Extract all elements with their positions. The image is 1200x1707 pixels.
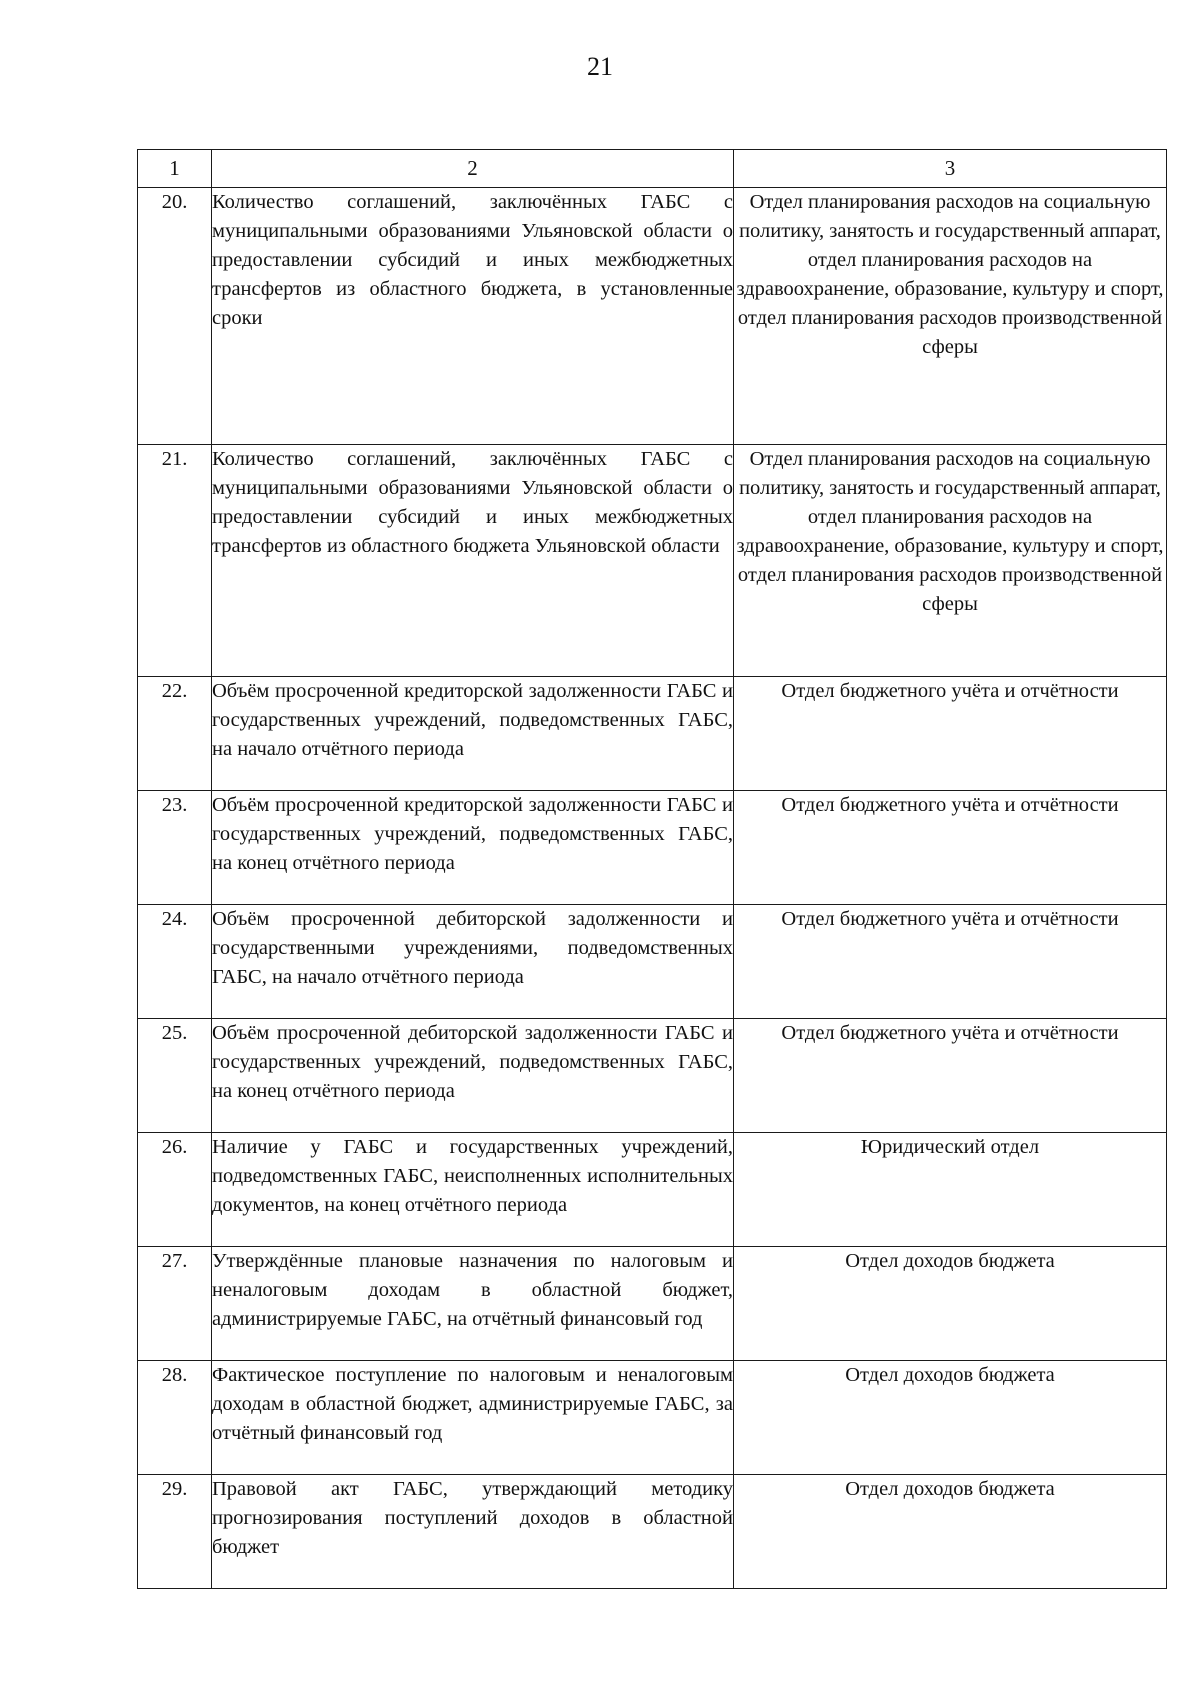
row-number: 29. [138, 1475, 212, 1589]
table-row [138, 791, 1167, 905]
page-number: 21 [587, 52, 613, 81]
row-description: Утверждённые плановые назначения по налоговым и неналоговым доходам в областной бюджет, администрируемые ГАБС, на отчётный финансовый год [212, 1247, 734, 1361]
row-responsible: Отдел доходов бюджета [734, 1475, 1167, 1589]
table-row [138, 905, 1167, 1019]
row-number: 21. [138, 445, 212, 677]
row-description: Объём просроченной дебиторской задолженности ГАБС и государственных учреждений, подведомственных ГАБС, на конец отчётного периода [212, 1019, 734, 1133]
table-row [138, 1247, 1167, 1361]
row-number: 28. [138, 1361, 212, 1475]
row-description: Объём просроченной кредиторской задолженности ГАБС и государственных учреждений, подведомственных ГАБС, на конец отчётного периода [212, 791, 734, 905]
row-number: 27. [138, 1247, 212, 1361]
row-responsible: Отдел планирования расходов на социальную политику, занятость и государственный аппарат, отдел планирования расходов на здравоохранение, образование, культуру и спорт, отдел планирования расходов производственной сферы [734, 188, 1167, 445]
row-description: Правовой акт ГАБС, утверждающий методику прогнозирования поступлений доходов в областной бюджет [212, 1475, 734, 1589]
row-description: Объём просроченной кредиторской задолженности ГАБС и государственных учреждений, подведомственных ГАБС, на начало отчётного периода [212, 677, 734, 791]
row-responsible: Отдел планирования расходов на социальную политику, занятость и государственный аппарат, отдел планирования расходов на здравоохранение, образование, культуру и спорт, отдел планирования расходов производственной сферы [734, 445, 1167, 677]
row-responsible: Отдел бюджетного учёта и отчётности [734, 1019, 1167, 1133]
row-description: Объём просроченной дебиторской задолженности и государственными учреждениями, подведомственных ГАБС, на начало отчётного периода [212, 905, 734, 1019]
table-row [138, 677, 1167, 791]
row-number: 25. [138, 1019, 212, 1133]
table-row [138, 1475, 1167, 1589]
table-header-row [138, 150, 1167, 188]
row-number: 20. [138, 188, 212, 445]
row-responsible: Отдел бюджетного учёта и отчётности [734, 791, 1167, 905]
table-row [138, 188, 1167, 445]
row-number: 23. [138, 791, 212, 905]
row-responsible: Отдел бюджетного учёта и отчётности [734, 677, 1167, 791]
row-number: 24. [138, 905, 212, 1019]
header-col-1: 1 [138, 150, 212, 188]
header-col-2: 2 [212, 150, 734, 188]
table-row [138, 1361, 1167, 1475]
row-responsible: Отдел доходов бюджета [734, 1361, 1167, 1475]
table-row [138, 445, 1167, 677]
row-responsible: Отдел бюджетного учёта и отчётности [734, 905, 1167, 1019]
indicators-table [137, 149, 1167, 1589]
header-col-3: 3 [734, 150, 1167, 188]
row-responsible: Отдел доходов бюджета [734, 1247, 1167, 1361]
row-description: Количество соглашений, заключённых ГАБС с муниципальными образованиями Ульяновской области о предоставлении субсидий и иных межбюджетных трансфертов из областного бюджета Ульяновской области [212, 445, 734, 677]
row-description: Количество соглашений, заключённых ГАБС с муниципальными образованиями Ульяновской области о предоставлении субсидий и иных межбюджетных трансфертов из областного бюджета, в установленные сроки [212, 188, 734, 445]
table-row [138, 1133, 1167, 1247]
row-description: Фактическое поступление по налоговым и неналоговым доходам в областной бюджет, администрируемые ГАБС, за отчётный финансовый год [212, 1361, 734, 1475]
row-number: 22. [138, 677, 212, 791]
row-description: Наличие у ГАБС и государственных учреждений, подведомственных ГАБС, неисполненных исполнительных документов, на конец отчётного периода [212, 1133, 734, 1247]
table-row [138, 1019, 1167, 1133]
row-number: 26. [138, 1133, 212, 1247]
row-responsible: Юридический отдел [734, 1133, 1167, 1247]
